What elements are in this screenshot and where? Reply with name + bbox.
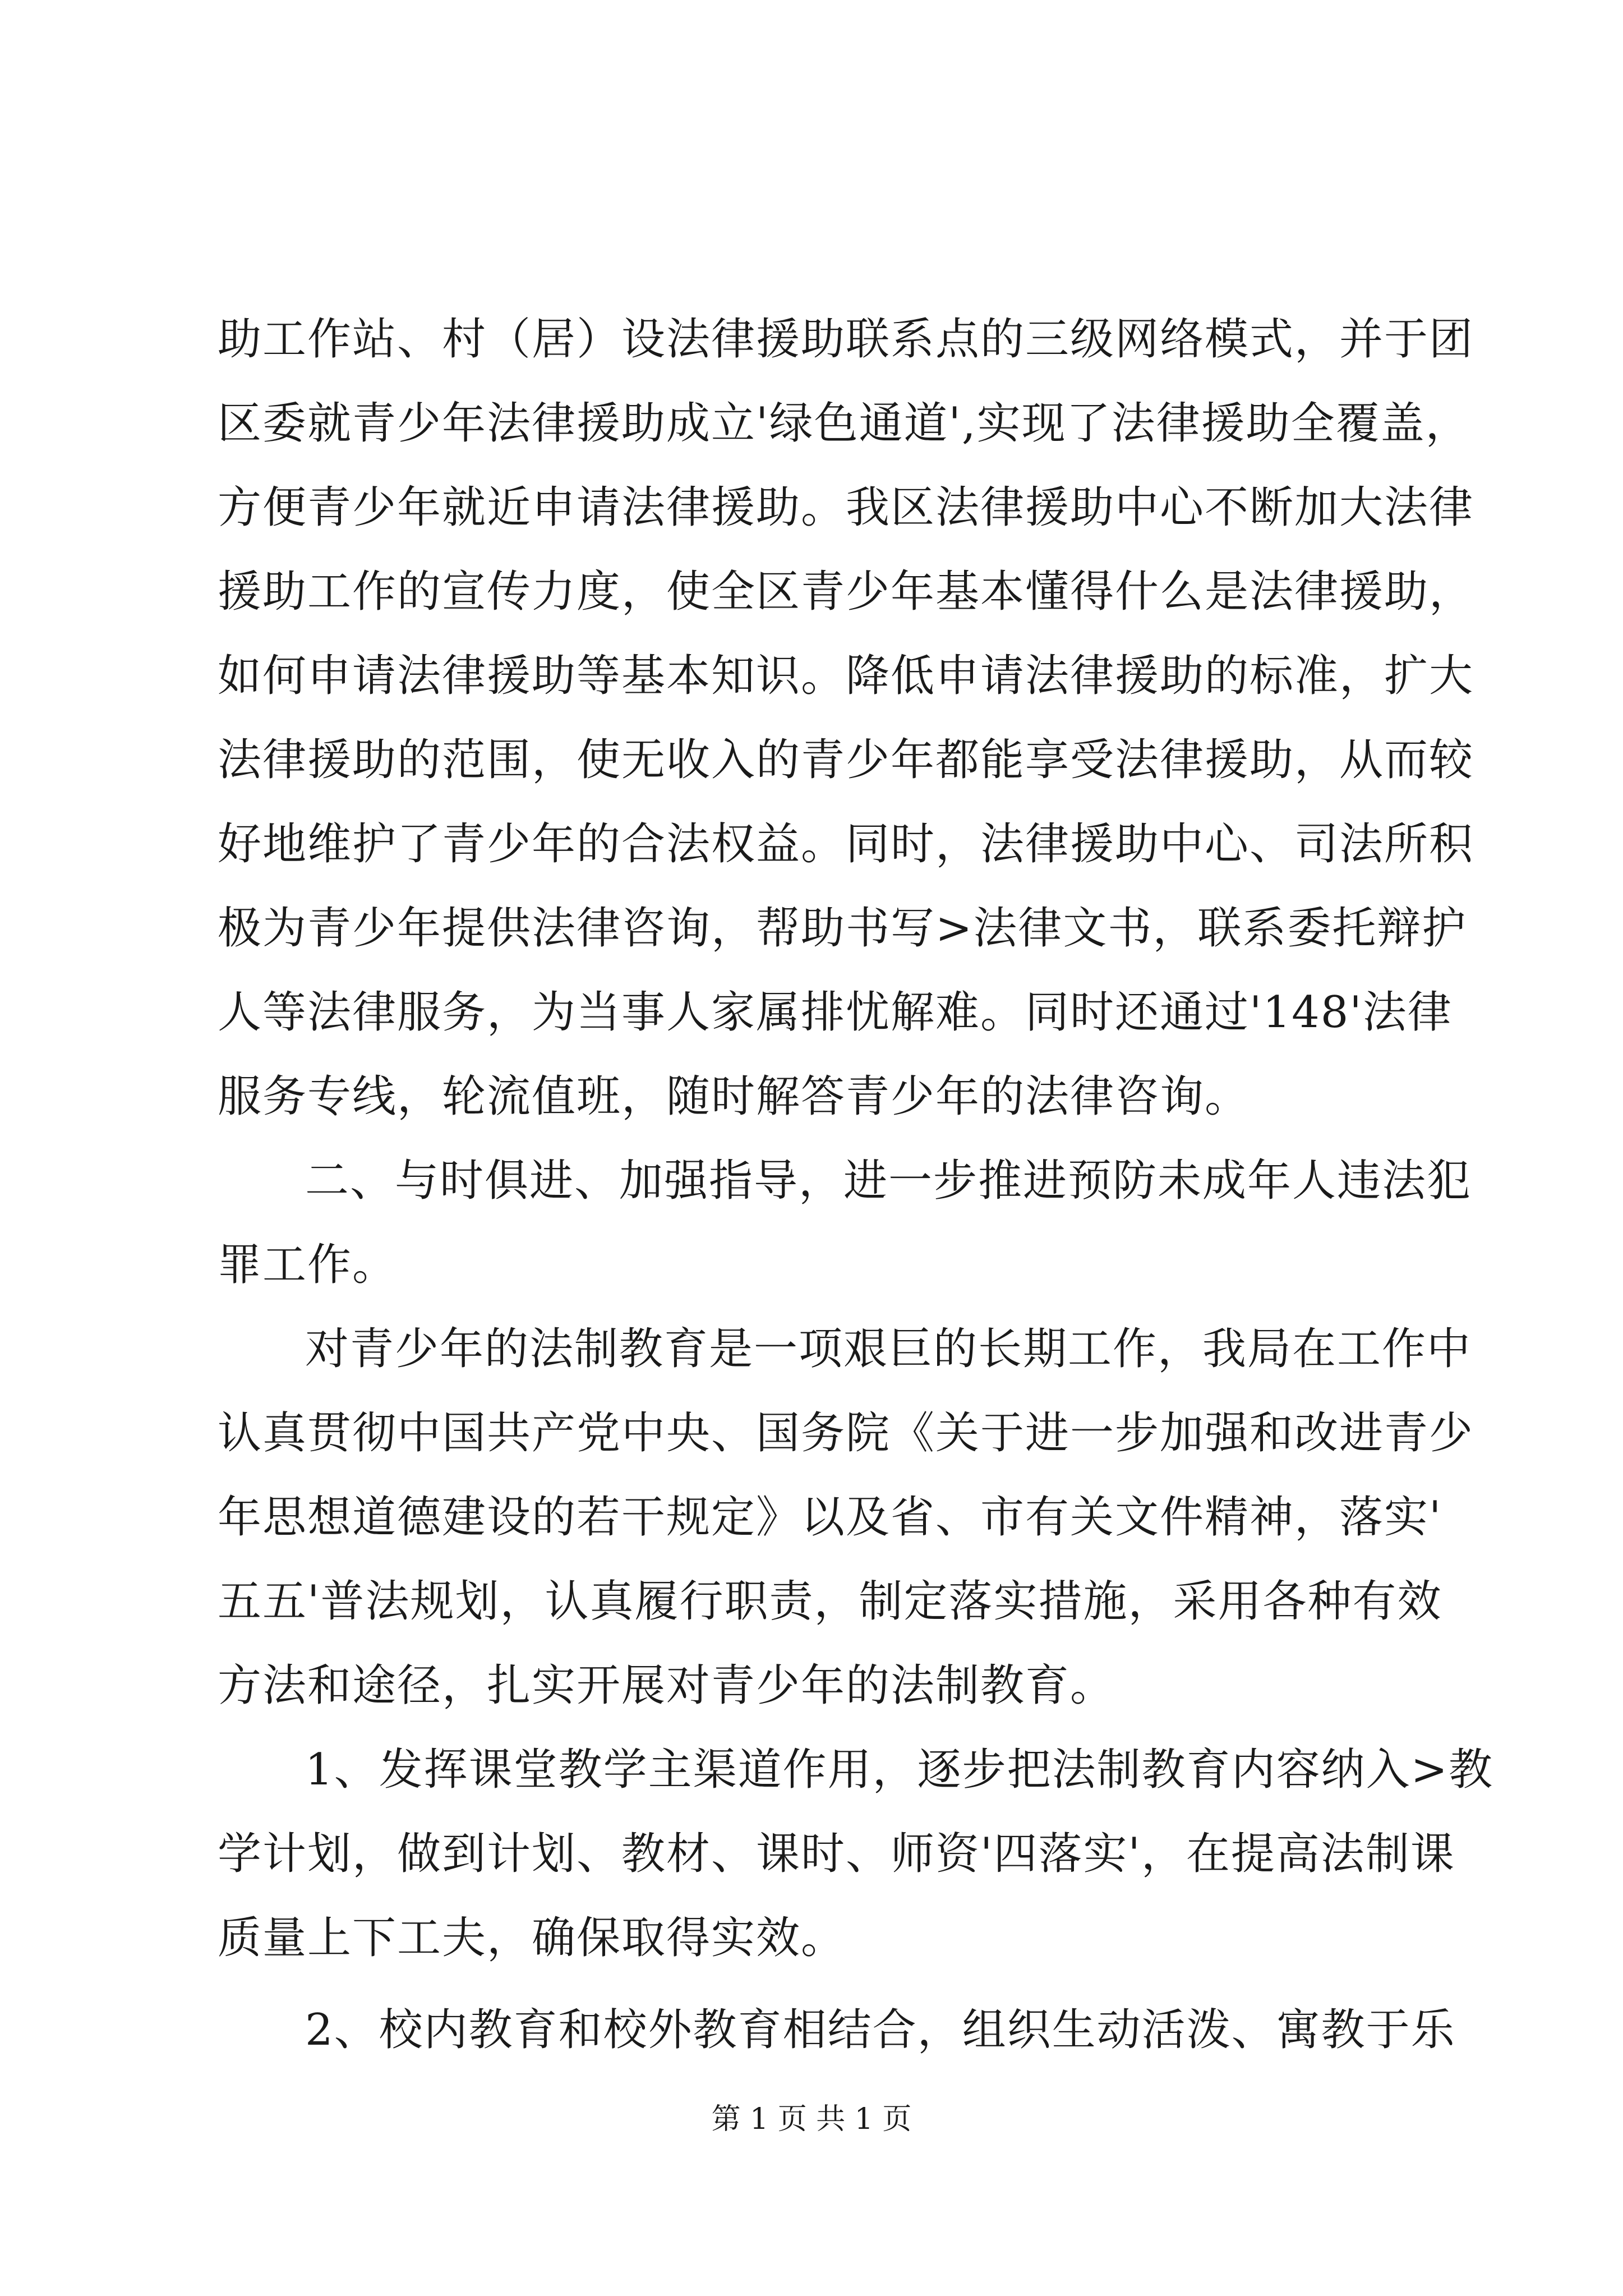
- page-footer: 第 1 页 共 1 页: [711, 2102, 912, 2136]
- list-item-line: 1、发挥课堂教学主渠道作用，逐步把法制教育内容纳入>教: [305, 1745, 1493, 1795]
- text-line: 认真贯彻中国共产党中央、国务院《关于进一步加强和改进青少: [218, 1408, 1474, 1458]
- text-line: 援助工作的宣传力度，使全区青少年基本懂得什么是法律援助，: [218, 567, 1474, 617]
- text-line: 对青少年的法制教育是一项艰巨的长期工作，我局在工作中: [305, 1324, 1472, 1374]
- section-heading-line: 二、与时俱进、加强指导，进一步推进预防未成年人违法犯: [305, 1156, 1472, 1206]
- text-line: 法律援助的范围，使无收入的青少年都能享受法律援助，从而较: [218, 735, 1474, 785]
- list-item-line: 2、校内教育和校外教育相结合，组织生动活泼、寓教于乐: [305, 2005, 1456, 2055]
- text-line: 助工作站、村（居）设法律援助联系点的三级网络模式，并于团: [218, 314, 1474, 365]
- text-line: 如何申请法律援助等基本知识。降低申请法律援助的标准，扩大: [218, 651, 1474, 701]
- text-line: 服务专线，轮流值班，随时解答青少年的法律咨询。: [218, 1071, 1250, 1122]
- text-line: 好地维护了青少年的合法权益。同时，法律援助中心、司法所积: [218, 819, 1474, 869]
- text-line: 年思想道德建设的若干规定》以及省、市有关文件精神，落实': [218, 1492, 1442, 1543]
- list-item-line: 学计划，做到计划、教材、课时、师资'四落实'，在提高法制课: [218, 1829, 1455, 1879]
- text-line: 方法和途径，扎实开展对青少年的法制教育。: [218, 1660, 1115, 1711]
- section-heading-line: 罪工作。: [218, 1240, 398, 1290]
- list-item-line: 质量上下工夫，确保取得实效。: [218, 1913, 846, 1963]
- text-line: 方便青少年就近申请法律援助。我区法律援助中心不断加大法律: [218, 482, 1474, 533]
- document-body: [218, 297, 1493, 2072]
- text-line: 极为青少年提供法律咨询，帮助书写>法律文书，联系委托辩护: [218, 903, 1467, 954]
- text-line: 五五'普法规划，认真履行职责，制定落实措施，采用各种有效: [218, 1576, 1442, 1627]
- text-line: 人等法律服务，为当事人家属排忧解难。同时还通过'148'法律: [218, 987, 1453, 1038]
- text-line: 区委就青少年法律援助成立'绿色通道',实现了法律援助全覆盖，: [218, 398, 1470, 449]
